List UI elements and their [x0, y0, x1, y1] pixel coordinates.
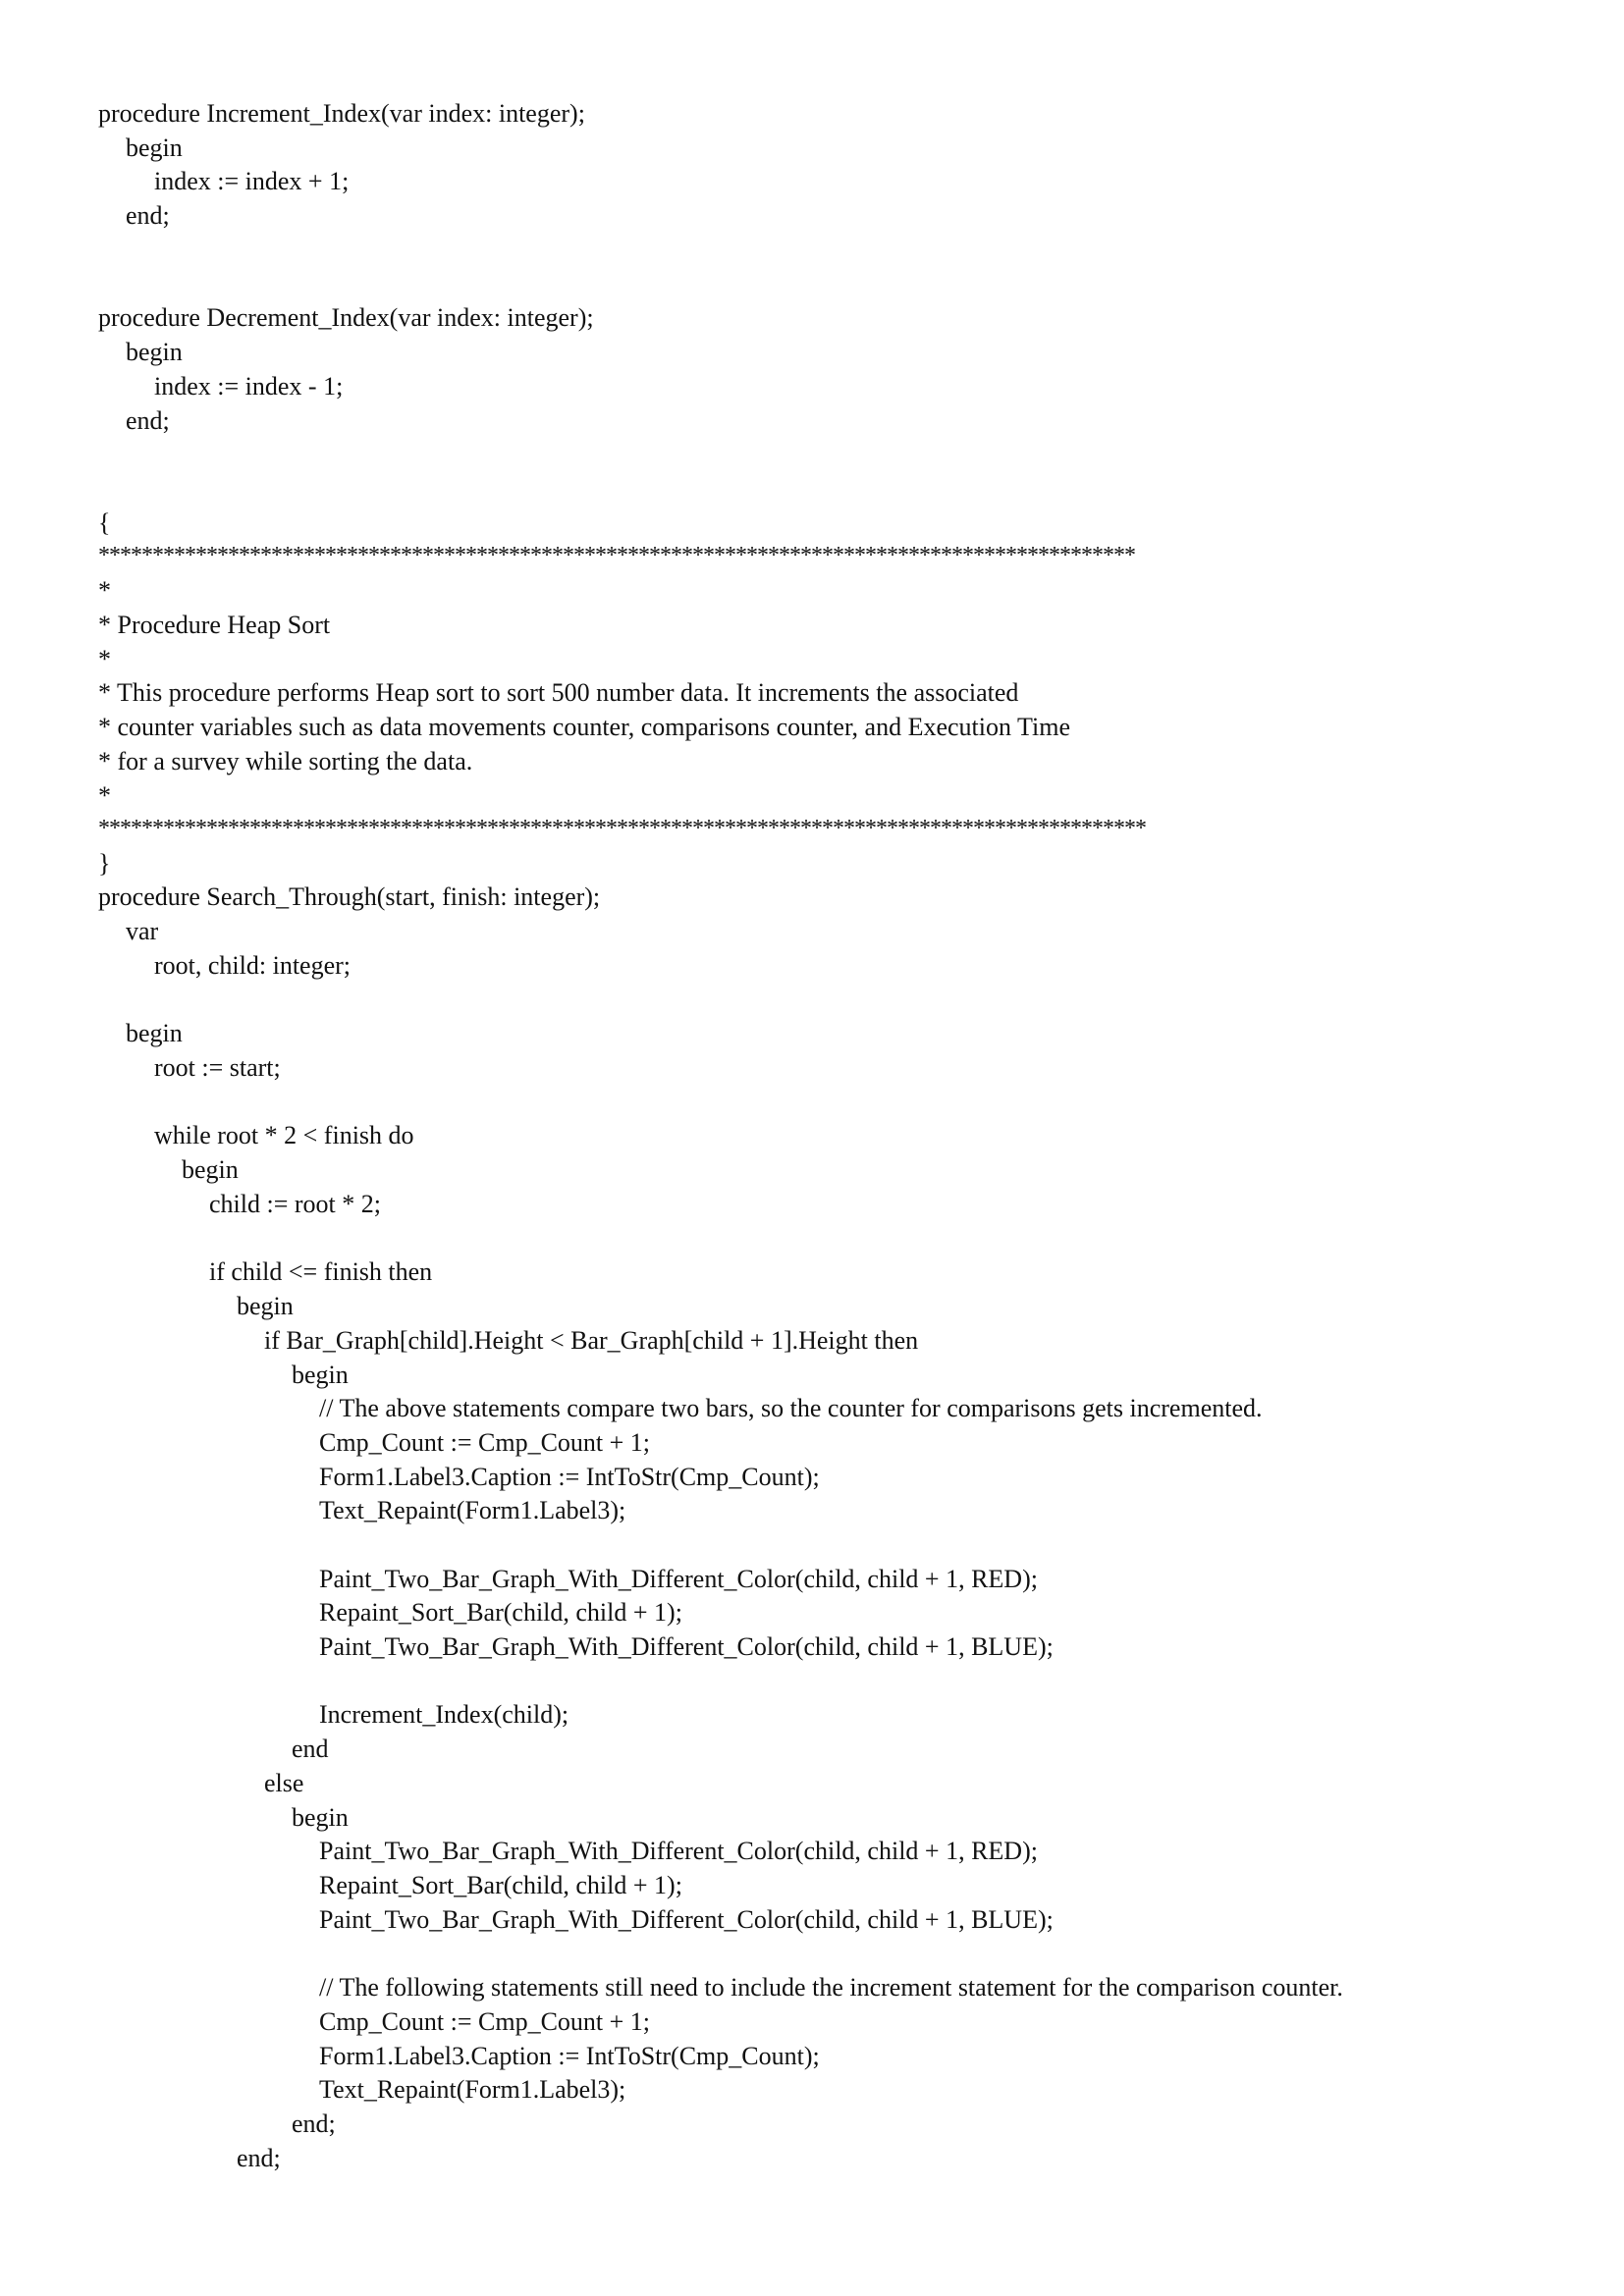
- code-line: begin: [292, 1803, 349, 1832]
- comment-star-border: *************************************************************************************************: [98, 816, 1146, 841]
- code-line: end;: [292, 2109, 336, 2138]
- comment-line: * counter variables such as data movements counter, comparisons counter, and Execution Time: [98, 713, 1070, 741]
- code-line: Cmp_Count := Cmp_Count + 1;: [319, 1428, 651, 1457]
- code-line: Repaint_Sort_Bar(child, child + 1);: [319, 1871, 682, 1899]
- code-line: end;: [126, 201, 170, 230]
- code-line: begin: [126, 338, 183, 366]
- code-comment: // The above statements compare two bars, so the counter for comparisons gets incremented.: [319, 1394, 1263, 1422]
- comment-line: * Procedure Heap Sort: [98, 611, 331, 639]
- code-line: Text_Repaint(Form1.Label3);: [319, 1496, 626, 1524]
- code-comment: // The following statements still need to include the increment statement for the comparison counter.: [319, 1973, 1343, 2002]
- comment-line: * for a survey while sorting the data.: [98, 747, 473, 775]
- code-line: else: [264, 1769, 304, 1797]
- code-line: root := start;: [154, 1053, 281, 1082]
- code-line: Form1.Label3.Caption := IntToStr(Cmp_Count);: [319, 2042, 820, 2070]
- code-line: index := index - 1;: [154, 372, 344, 400]
- code-line: Paint_Two_Bar_Graph_With_Different_Color(child, child + 1, RED);: [319, 1565, 1038, 1593]
- code-line: index := index + 1;: [154, 167, 350, 195]
- code-line: var: [126, 917, 159, 945]
- comment-line: *: [98, 645, 111, 673]
- comment-line: *: [98, 781, 111, 810]
- code-line: if Bar_Graph[child].Height < Bar_Graph[child + 1].Height then: [264, 1326, 919, 1355]
- code-line: end;: [237, 2144, 281, 2172]
- comment-close-brace: }: [98, 849, 111, 878]
- code-line: end: [292, 1735, 329, 1763]
- code-line: procedure Decrement_Index(var index: integer);: [98, 303, 594, 332]
- code-line: begin: [292, 1361, 349, 1389]
- code-line: begin: [126, 1019, 183, 1047]
- comment-star-border: ************************************************************************************************: [98, 543, 1135, 568]
- code-line: begin: [126, 133, 183, 162]
- code-line: end;: [126, 406, 170, 435]
- code-line: Repaint_Sort_Bar(child, child + 1);: [319, 1598, 682, 1627]
- code-line: Text_Repaint(Form1.Label3);: [319, 2075, 626, 2104]
- code-line: while root * 2 < finish do: [154, 1121, 414, 1149]
- comment-line: *: [98, 576, 111, 605]
- code-line: Paint_Two_Bar_Graph_With_Different_Color(child, child + 1, BLUE);: [319, 1632, 1054, 1661]
- code-line: procedure Search_Through(start, finish: integer);: [98, 882, 601, 911]
- code-line: Form1.Label3.Caption := IntToStr(Cmp_Count);: [319, 1463, 820, 1491]
- code-line: Cmp_Count := Cmp_Count + 1;: [319, 2007, 651, 2036]
- code-line: begin: [182, 1155, 239, 1184]
- code-line: child := root * 2;: [209, 1190, 381, 1218]
- code-line: Increment_Index(child);: [319, 1700, 569, 1729]
- code-line: procedure Increment_Index(var index: integer);: [98, 99, 585, 128]
- code-line: Paint_Two_Bar_Graph_With_Different_Color(child, child + 1, RED);: [319, 1837, 1038, 1865]
- code-line: if child <= finish then: [209, 1257, 433, 1286]
- code-line: begin: [237, 1292, 294, 1320]
- comment-line: * This procedure performs Heap sort to sort 500 number data. It increments the associated: [98, 678, 1019, 707]
- comment-open-brace: {: [98, 508, 111, 537]
- code-line: root, child: integer;: [154, 951, 352, 980]
- code-line: Paint_Two_Bar_Graph_With_Different_Color(child, child + 1, BLUE);: [319, 1905, 1054, 1934]
